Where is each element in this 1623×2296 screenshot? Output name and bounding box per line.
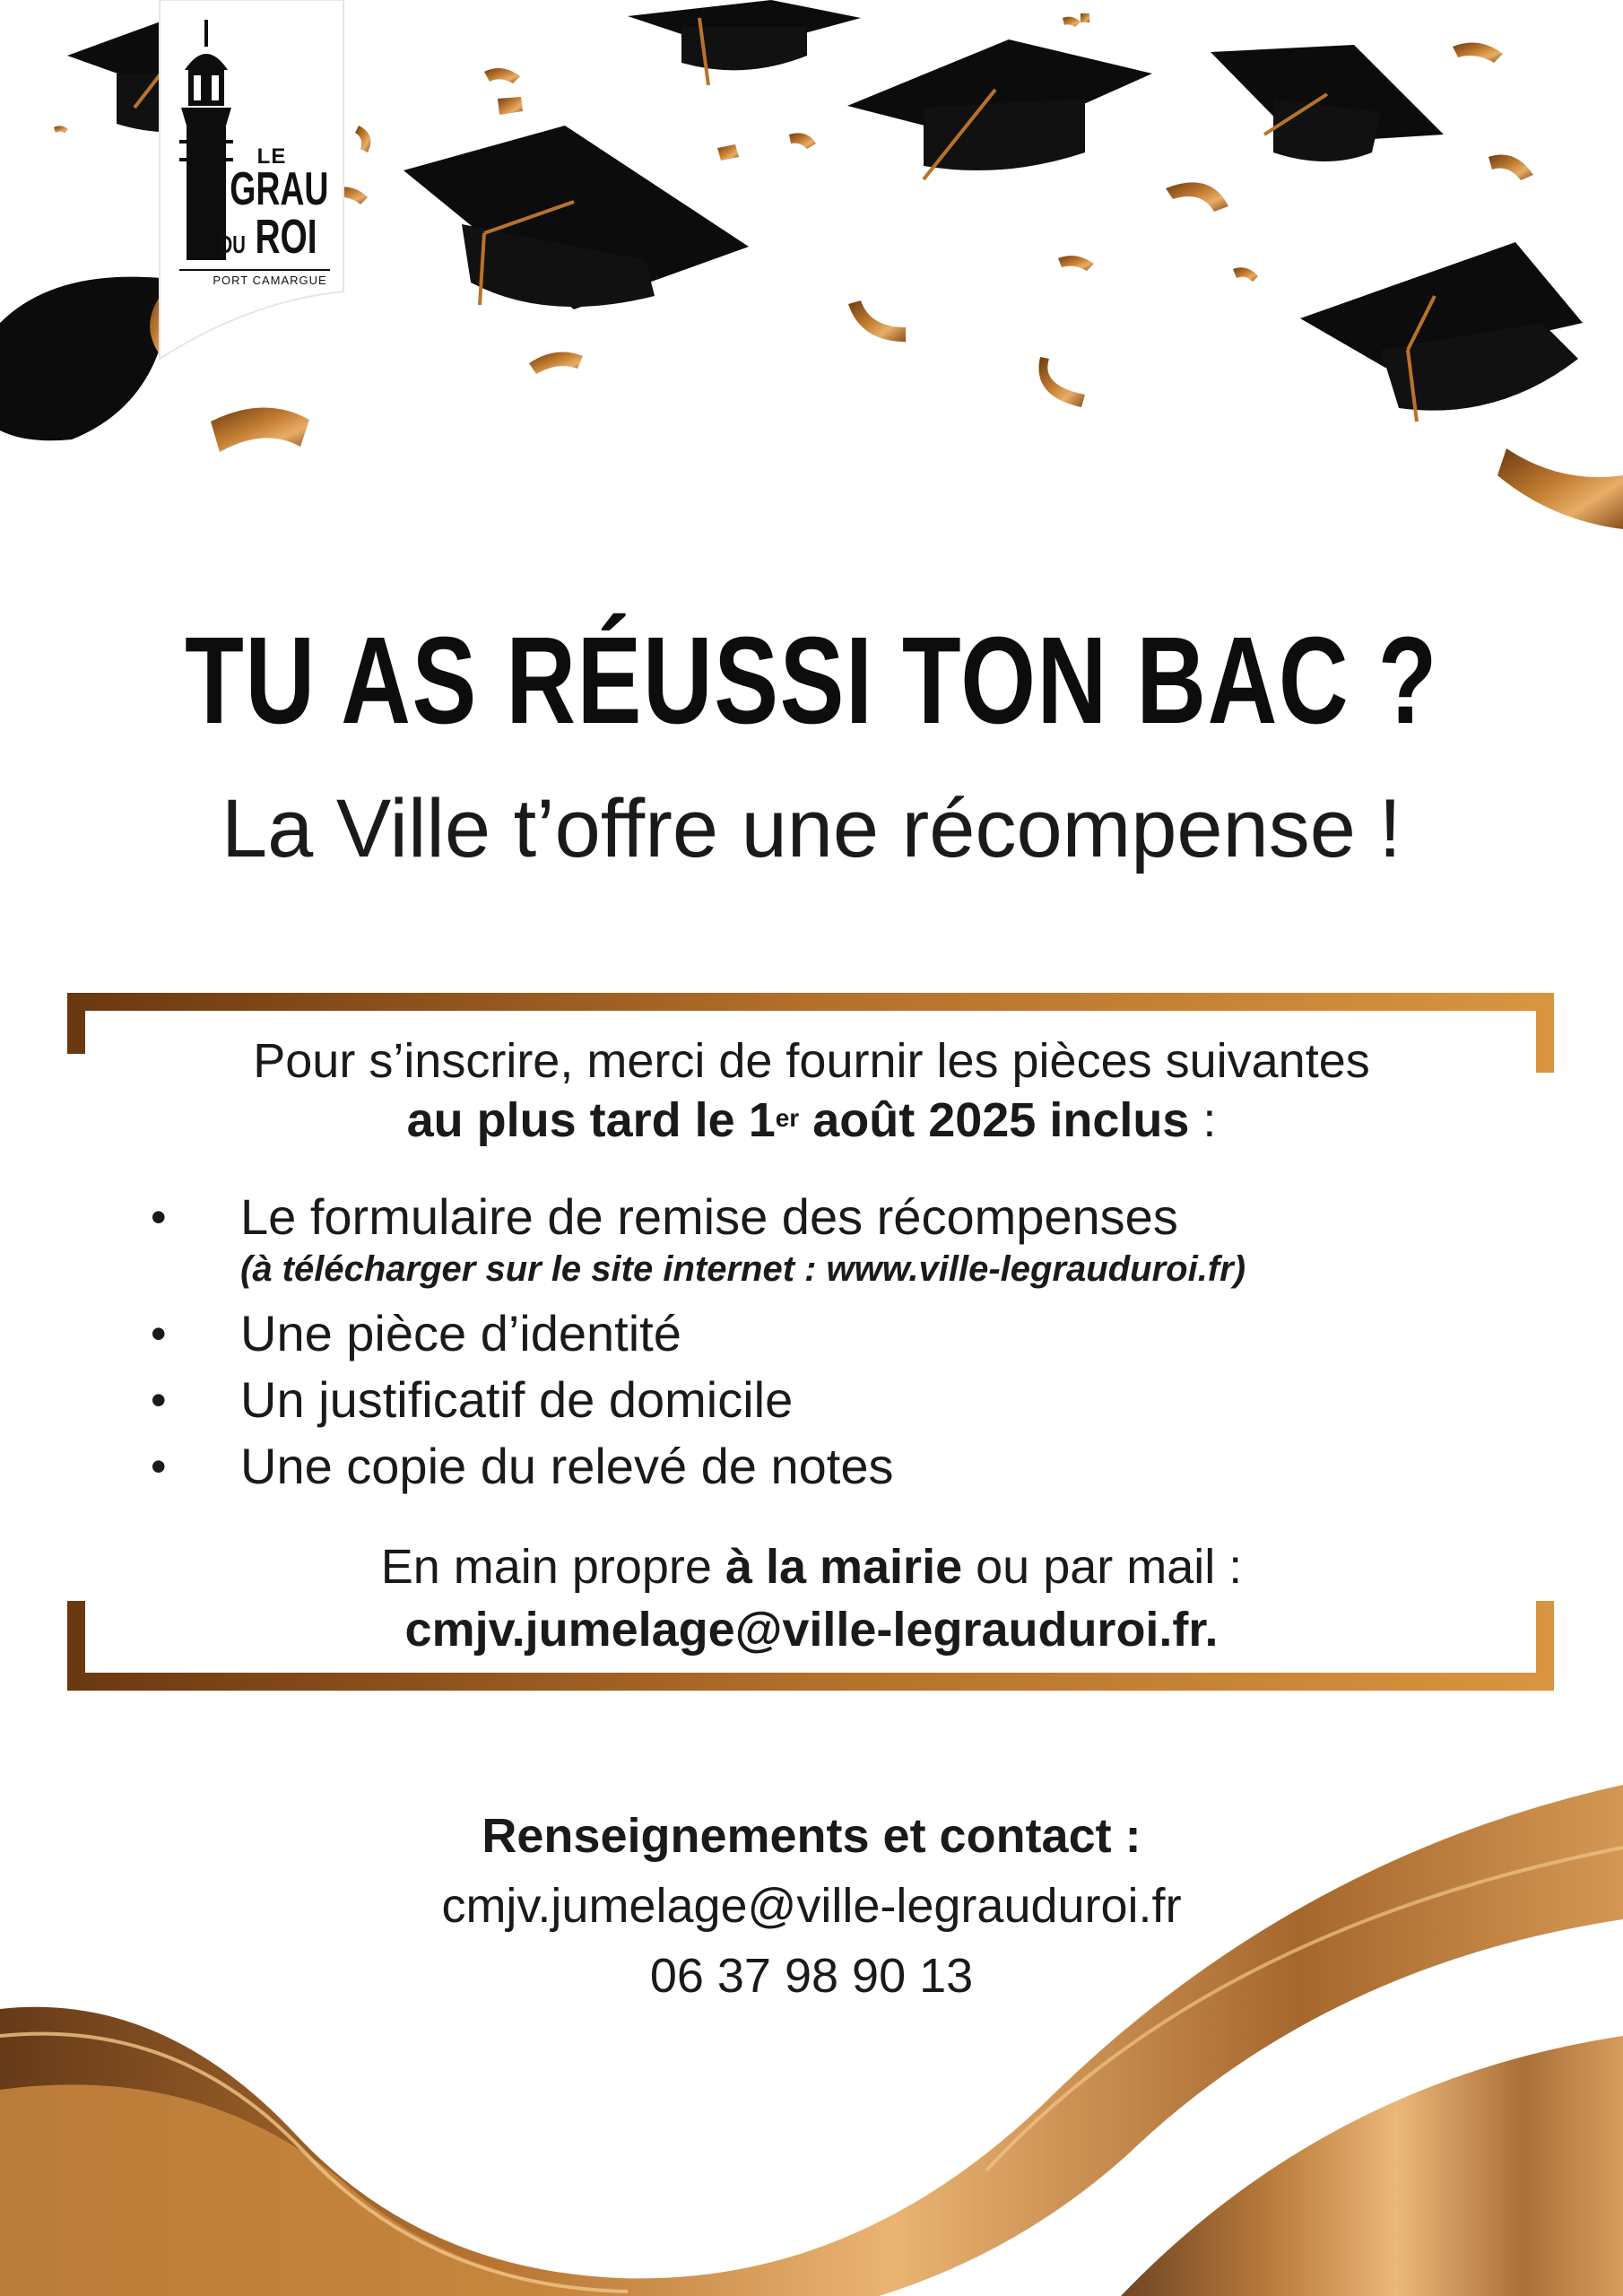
bullet-icon: • <box>151 1309 167 1359</box>
required-documents-list <box>143 1186 1488 1501</box>
graduation-cap-icon <box>628 0 861 85</box>
logo-le: LE <box>256 144 287 169</box>
registration-intro <box>126 1031 1497 1150</box>
download-note: (à télécharger sur le site internet : www.ville-legrauduroi.fr) <box>240 1249 1246 1289</box>
bullet-icon: • <box>151 1441 167 1492</box>
graduation-cap-icon <box>0 277 170 441</box>
logo-du: DU <box>219 230 246 258</box>
graduation-cap-icon <box>404 126 749 309</box>
list-item: • Le formulaire de remise des récompenses (à télécharger sur le site internet : www.ville-legrauduroi.fr) <box>143 1186 1488 1290</box>
headline: TU AS RÉUSSI TON BAC ? <box>185 612 1438 750</box>
contact-section <box>0 1801 1623 2011</box>
list-item: • Un justificatif de domicile <box>143 1369 1488 1431</box>
list-item: • Une copie du relevé de notes <box>143 1435 1488 1498</box>
logo-wordmark <box>213 144 330 264</box>
graduation-cap-icon <box>847 39 1152 179</box>
list-item: • Une pièce d’identité <box>143 1302 1488 1365</box>
subheadline: La Ville t’offre une récompense ! <box>221 783 1402 874</box>
graduation-cap-icon <box>1300 242 1583 422</box>
logo-subtitle: PORT CAMARGUE <box>213 274 327 287</box>
graduation-cap-icon <box>1211 45 1444 161</box>
bullet-icon: • <box>151 1192 167 1242</box>
delivery-email: cmjv.jumelage@ville-legrauduroi.fr. <box>404 1603 1219 1657</box>
contact-title: Renseignements et contact : <box>482 1809 1141 1863</box>
registration-deadline: au plus tard le 1er août 2025 inclus : <box>406 1093 1217 1147</box>
delivery-instructions: En main propre à la mairie ou par mail : cmjv.jumelage@ville-legrauduroi.fr. <box>126 1535 1497 1661</box>
contact-phone: 06 37 98 90 13 <box>649 1949 974 2003</box>
logo-grau: GRAU <box>230 163 329 215</box>
registration-intro-text: Pour s’inscrire, merci de fournir les pièces suivantes <box>253 1034 1370 1088</box>
contact-email: cmjv.jumelage@ville-legrauduroi.fr <box>441 1879 1182 1933</box>
logo-roi: ROI <box>255 210 317 264</box>
bullet-icon: • <box>151 1375 167 1425</box>
